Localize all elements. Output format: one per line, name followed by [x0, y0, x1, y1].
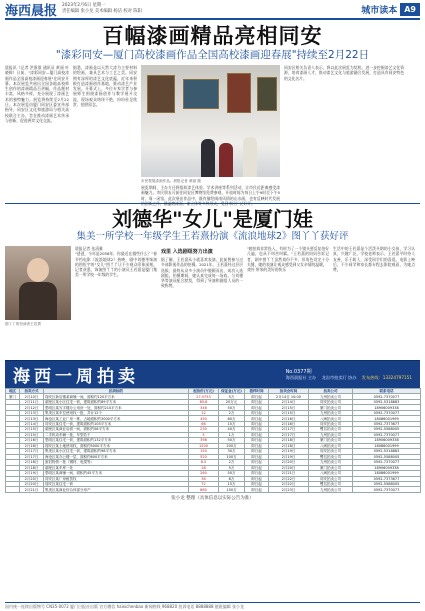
table-cell: 同安区某住宅一套，建筑面积约105平方米: [44, 421, 189, 426]
table-header-cell: 拍卖标的: [44, 389, 189, 394]
table-body: [6, 394, 421, 492]
article1-photo-block: [141, 65, 280, 206]
table-cell: 即日起: [245, 432, 269, 437]
table-cell: 0592-5588005: [353, 427, 421, 432]
table-header-cell: 拍卖方式: [20, 389, 44, 394]
article2-image-block: [5, 246, 71, 358]
article2-column-block: [161, 246, 243, 358]
table-cell: 思明区某商铺一间，面积约45平方米: [44, 471, 189, 476]
table-cell: 0592-7370077: [353, 487, 421, 492]
article1-column: 同安区相关负责人表示，将以此次展览为契机，进一步挖掘漆艺文化资源，培育漆画人才，推动漆艺文化与旅游融合发展，打造具有同安特色的文化名片。: [284, 65, 404, 81]
table-cell: 2月19日: [20, 471, 44, 476]
table-cell: 15万: [219, 421, 245, 426]
section-name: 城市读本: [361, 5, 398, 16]
table-cell: 集美区某商业综合体部分房产: [44, 487, 189, 492]
article2-column: 晨报记者 张清雅 "爸爸，今年是2058年，你最近在做些什么？"春节档电影《流浪地球2》热映，剧中刘德华饰演的图恒宇的"女儿"图丫丫让不少观众印象深刻。记者获悉，饰演图丫丫的小演员王若熹是厦门集美一所学校一年级的学生。: [75, 246, 157, 278]
table-cell: 2月19日: [269, 449, 309, 454]
table-cell: 8万: [219, 476, 245, 481]
table-cell: 260: [189, 471, 219, 476]
table-cell: 八闽拍卖公司: [309, 471, 353, 476]
table-cell: 2万: [219, 410, 245, 415]
table-cell: 厦门拍卖公司: [309, 405, 353, 410]
auction-banner: [5, 360, 420, 388]
organizer-line: [286, 375, 412, 381]
table-cell: 2月16日: [269, 416, 309, 421]
table-cell: 2月18日: [269, 438, 309, 443]
visitor-figure: [201, 139, 215, 177]
table-cell: 0592-7373677: [353, 421, 421, 426]
photo-caption: 市民观展漆画作品。晨报记者 黄丽 摄: [141, 179, 201, 183]
table-cell: 0592-5588005: [353, 454, 421, 459]
table-cell: 2月14日: [20, 421, 44, 426]
table-cell: 18: [189, 465, 219, 470]
table-cell: 18086001999: [353, 416, 421, 421]
table-cell: 即日起: [245, 410, 269, 415]
table-cell: 18086001999: [353, 471, 421, 476]
table-cell: 思明区某写字楼办公用房一处，面积约210平方米: [44, 405, 189, 410]
table-cell: 翔安区某土地使用权，面积约5000平方米: [44, 443, 189, 448]
hotline-label: 发布热线：13324797151: [361, 375, 412, 380]
table-cell: 湖里区某小区住宅一套，建筑面积约89平方米: [44, 399, 189, 404]
table-cell: 鹭岛拍卖公司: [309, 454, 353, 459]
auction-banner-title: 海西一周拍卖: [13, 367, 139, 387]
table-cell: 即日起: [245, 399, 269, 404]
table-cell: 即日起: [245, 416, 269, 421]
table-cell: 即日起: [245, 394, 269, 399]
table-cell: 2月13日: [20, 416, 44, 421]
table-cell: 即日起: [245, 454, 269, 459]
table-cell: 18086001999: [353, 443, 421, 448]
table-cell: 30万: [219, 449, 245, 454]
table-cell: 2月16日: [20, 438, 44, 443]
table-cell: 1200: [189, 443, 219, 448]
visitor-figure: [243, 137, 257, 177]
table-cell: 2月20日: [20, 476, 44, 481]
table-header-cell: 起拍价(万元): [189, 389, 219, 394]
table-header-cell: 拍卖公司: [309, 389, 353, 394]
table-cell: 15万: [219, 481, 245, 486]
table-cell: 同安拍卖公司: [309, 449, 353, 454]
table-cell: 150万: [219, 487, 245, 492]
table-cell: 880: [189, 487, 219, 492]
table-cell: 50万: [219, 438, 245, 443]
body-shape: [19, 282, 57, 320]
table-cell: 80万: [219, 416, 245, 421]
table-cell: 40万: [219, 427, 245, 432]
table-cell: 0592-7370077: [353, 460, 421, 465]
table-cell: 2月17日: [20, 449, 44, 454]
table-cell: 同安拍卖公司: [309, 399, 353, 404]
table-cell: 九州拍卖公司: [309, 460, 353, 465]
table-cell: 27.0753: [189, 394, 219, 399]
table-cell: 八闽拍卖公司: [309, 416, 353, 421]
table-cell: 同安拍卖公司: [309, 421, 353, 426]
table-cell: 8.5: [189, 460, 219, 465]
child-actor-photo: [5, 246, 71, 320]
table-cell: 集美区某小区住宅一套，建筑面积约98平方米: [44, 449, 189, 454]
table-cell: 即日起: [245, 438, 269, 443]
subsection-heading: 戏里 入选剧组努力出演: [161, 249, 213, 255]
table-cell: 鹭岛拍卖公司: [309, 481, 353, 486]
table-cell: 2月11日: [20, 399, 44, 404]
table-cell: 同安区某厂房租赁权: [44, 476, 189, 481]
issue-number: No.0377期: [285, 369, 312, 375]
table-cell: 2月21日: [269, 471, 309, 476]
table-cell: 5万: [219, 465, 245, 470]
table-cell: 即日起: [245, 476, 269, 481]
table-cell: 2月22日: [269, 476, 309, 481]
table-cell: 海沧区某办公楼一层，面积约600平方米: [44, 454, 189, 459]
table-cell: 50万: [219, 471, 245, 476]
table-cell: 同安拍卖公司: [309, 476, 353, 481]
table-cell: 2月12日: [20, 405, 44, 410]
table-header-cell: 保证金(万元): [219, 389, 245, 394]
table-cell: 即日起: [245, 443, 269, 448]
table-header-cell: 地区: [6, 389, 20, 394]
table-cell: 2月17日: [269, 427, 309, 432]
painting-frame: [147, 75, 175, 113]
table-cell: 2月22日: [269, 481, 309, 486]
table-cell: 九州拍卖公司: [309, 410, 353, 415]
table-cell: 0592-5318883: [353, 449, 421, 454]
table-cell: 2月10日: [20, 394, 44, 399]
table-cell: 398: [189, 438, 219, 443]
painting-frame: [183, 79, 219, 109]
article1-headline: 百幅漆画精品亮相同安: [102, 23, 323, 48]
table-row: [6, 487, 421, 492]
table-cell: 即日起: [245, 405, 269, 410]
table-cell: 即日起: [245, 421, 269, 426]
table-cell: 0592-7370077: [353, 432, 421, 437]
table-cell: 200万: [219, 443, 245, 448]
table-cell: 2月16日: [269, 421, 309, 426]
table-cell: 八闽拍卖公司: [309, 443, 353, 448]
article2-body: [5, 246, 420, 358]
article1-column: 晨报讯（记者 洪淮淮 通讯员 黄丽 叶晓辉）日前，"漆彩同安—厦门高校漆画作品全国高校漆画迎春展"在同安开幕。本次展览共展出全国各地高校师生创作的漆画精品百余幅，作品题材丰富，风格多样，充分展现了漆画艺术的独特魅力。展览将持续至2月22日。本次展览由厦门同安区委宣传部指导，同安区文化和旅游局与相关高校联合主办，旨在推动漆画艺术传承与创新，促进两岸文化交流。: [5, 65, 69, 123]
painting-frame: [257, 77, 277, 111]
table-cell: 2月18日: [269, 443, 309, 448]
table-header-cell: 看样时间: [245, 389, 269, 394]
painting-frame: [227, 73, 251, 113]
table-cell: 厦门: [6, 394, 20, 399]
table-cell: 5: [189, 432, 219, 437]
table-cell: 50万: [219, 405, 245, 410]
table-cell: 九州拍卖公司: [309, 394, 353, 399]
table-cell: 2月15日: [269, 405, 309, 410]
table-cell: 450: [189, 416, 219, 421]
table-cell: 2月15日: [269, 410, 309, 415]
table-cell: 346: [189, 405, 219, 410]
table-cell: 湖里区某商业店面一间，面积约56平方米: [44, 427, 189, 432]
table-cell: 2月20日: [269, 460, 309, 465]
masthead-meta: [62, 3, 361, 15]
table-cell: 18906009338: [353, 438, 421, 443]
table-cell: 即日起: [245, 460, 269, 465]
table-cell: 2月14日 10:00: [269, 394, 309, 399]
auction-table: [5, 388, 421, 493]
table-cell: 520: [189, 454, 219, 459]
table-cell: 2月14日: [269, 399, 309, 404]
table-cell: 20万元: [219, 399, 245, 404]
article1-column: 据悉，漆画是以天然大漆为主要材料的绘画，兼具艺术与工艺之美。同安拥有深厚的漆艺文化底蕴，近年来积极打造漆画创作基地，推动漆艺产业发展。开幕式上，多位专家学者与参展师生围绕漆画创作与教学展开交流，现场观众络绎不绝，纷纷驻足欣赏、拍照留念。: [73, 65, 137, 108]
table-cell: 2月19日: [269, 454, 309, 459]
image-caption: 图丫丫的扮演者王若熹: [5, 322, 41, 326]
page-footer: 国内统一连续出版物号 CN35-0072 厦门日报社出版 官方微信 haixichenbao 新闻热线 968820 投诉电话 8888888 值班编辑 张小龙: [5, 602, 420, 610]
table-cell: 2万: [219, 460, 245, 465]
article2-subheadline: 集美一所学校一年级学生王若熹扮演《流浪地球2》图丫丫获好评: [76, 231, 349, 242]
table-cell: 即日起: [245, 465, 269, 470]
table-cell: 18906009338: [353, 465, 421, 470]
table-cell: 5万: [219, 394, 245, 399]
table-cell: 2月17日: [20, 454, 44, 459]
table-note: 张小龙 整理（具体信息以实际公告为准）: [171, 495, 254, 501]
host-label: 海西晨报社 主办: [285, 375, 317, 380]
table-cell: 厦门拍卖公司: [309, 465, 353, 470]
table-cell: 即日起: [245, 449, 269, 454]
table-cell: 2月15日: [20, 432, 44, 437]
exhibition-photo: [141, 65, 280, 177]
table-cell: 18906009338: [353, 405, 421, 410]
issue-date: 2023年2月6日 星期一: [62, 3, 106, 8]
page-number: A9: [400, 3, 420, 16]
table-cell: 12: [189, 410, 219, 415]
face-shape: [27, 258, 49, 282]
table-cell: 集美区某车位使用权一批，共计12个: [44, 410, 189, 415]
table-cell: 2月13日: [20, 410, 44, 415]
table-cell: 100万: [219, 454, 245, 459]
auction-banner-info: [286, 368, 412, 381]
table-cell: 0592-7373677: [353, 476, 421, 481]
table-cell: 即日起: [245, 487, 269, 492]
table-cell: [6, 487, 20, 492]
table-header-cell: 拍卖会时间: [269, 389, 309, 394]
table-cell: 二手机动车辆一批，车型若干: [44, 432, 189, 437]
table-cell: 2月23日: [269, 487, 309, 492]
table-cell: 66: [189, 421, 219, 426]
article2-column: 生活中的王若熹是个活泼开朗的小女孩，学习认真，兴趣广泛。学校老师表示，王若熹平时待人友善，乐于助人，深受同学们的喜爱。电影上映后，不少同学和家长都专程去影院观看，为她点赞。: [333, 246, 415, 273]
table-cell: 思明区某住宅一套，建筑面积约132平方米: [44, 438, 189, 443]
table-cell: 翔安区新店镇某商铺一间，面积约120平方米: [44, 394, 189, 399]
article1-subheadline: "漆彩同安—厦门高校漆画作品全国高校漆画迎春展"持续至2月22日: [55, 49, 370, 61]
article2-column: 据了解，王若熹从小就喜欢表演，此前曾参与过多部影视作品的拍摄。2021年，王若熹经过层层选拔，最终从众多小演员中脱颖而出，成功入选剧组。拍摄期间，她认真完成每一场戏，与刘德华等演员配合默契，得到了导演和剧组人员的一致称赞。: [161, 257, 243, 289]
table-cell: 2月17日: [269, 432, 309, 437]
table-cell: 九州拍卖公司: [309, 487, 353, 492]
table-cell: 2月20日: [269, 465, 309, 470]
coorganizer-label: 龙岩市拍卖行 协办: [321, 375, 357, 380]
editor-credits: 责任编辑 张小龙 美术编辑 杨洁 校对 陈阳: [62, 9, 142, 14]
table-cell: 2月15日: [20, 427, 44, 432]
article2-column: "她拍戏非常投入，有时为了一个镜头要反复拍好几遍，也从不叫苦叫累。"王若熹的妈妈告诉记者，剧中图丫丫虽然戏份不多，但角色设定十分关键，她的表演让观众感受到父女亲情的温暖。 戏外 带来的美好的快乐: [247, 246, 329, 273]
visitor-figure: [219, 143, 233, 177]
table-cell: 九州拍卖公司: [309, 432, 353, 437]
article1-column: 展览期间，主办方还将组织漆艺体验、学术讲座等系列活动，让市民近距离感受漆画魅力。市民朋友可前往同安区博物馆免费参观，开放时间为每日上午9时至下午5时，周一闭馆。此次展出作品中，既有描绘闽南风情的山水画，也有反映时代发展的创新之作，涵盖磨漆画、漆立体等多种形式，受到市民广泛好评。: [141, 185, 280, 206]
table-cell: 2月18日: [20, 460, 44, 465]
table-cell: 即日起: [245, 427, 269, 432]
table-cell: 230: [189, 427, 219, 432]
table-cell: 即日起: [245, 481, 269, 486]
table-cell: 海沧区某工业厂房一栋，占地面积约3000平方米: [44, 416, 189, 421]
table-header-cell: 联系电话: [353, 389, 421, 394]
article2-headline: 刘德华"女儿"是厦门娃: [112, 207, 313, 231]
table-cell: 72: [189, 481, 219, 486]
table-cell: 湖里区某车库一处: [44, 465, 189, 470]
table-cell: 即日起: [245, 471, 269, 476]
table-cell: 0592-7370077: [353, 394, 421, 399]
table-cell: 1万: [219, 432, 245, 437]
table-cell: 0592-7370077: [353, 410, 421, 415]
table-cell: 翔安区某住宅一套: [44, 481, 189, 486]
article1-body: [5, 65, 420, 206]
table-cell: 0592-5588005: [353, 481, 421, 486]
table-cell: 2月20日: [20, 481, 44, 486]
newspaper-logo: 海西晨报: [5, 3, 58, 19]
table-cell: 0592-5318883: [353, 399, 421, 404]
table-cell: 150: [189, 449, 219, 454]
masthead: [5, 0, 420, 20]
table-cell: 36: [189, 476, 219, 481]
table-cell: 鹭岛拍卖公司: [309, 427, 353, 432]
table-cell: 2月18日: [20, 465, 44, 470]
table-cell: 2月21日: [20, 487, 44, 492]
table-cell: 2月16日: [20, 443, 44, 448]
table-cell: 厦门拍卖公司: [309, 438, 353, 443]
table-cell: 85.8: [189, 399, 219, 404]
table-cell: 废旧物资一批（钢材、电缆等）: [44, 460, 189, 465]
